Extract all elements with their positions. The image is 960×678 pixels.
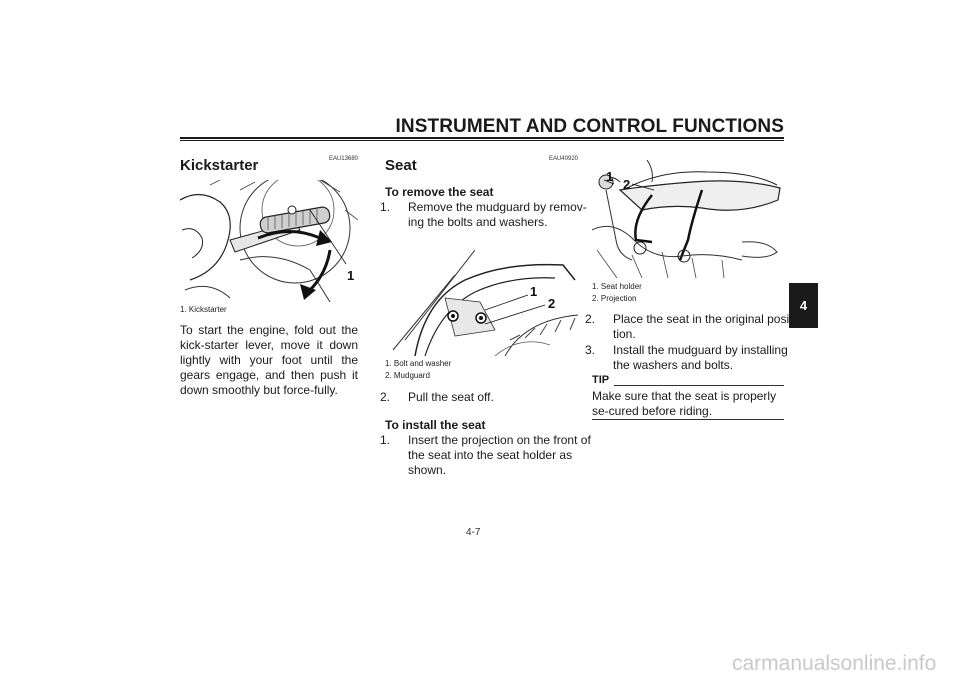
tip-rule-bottom <box>592 419 784 420</box>
step-text: Insert the projection on the front of the seat into the seat holder as shown. <box>408 433 591 477</box>
section-title-kickstarter: Kickstarter <box>180 157 259 174</box>
section-code: EAU13680 <box>328 156 358 162</box>
remove-step-1 <box>380 200 592 230</box>
figure-callout-2: 2 <box>548 296 556 311</box>
tip-text: Make sure that the seat is properly se-cured before riding. <box>592 389 777 418</box>
install-step-1 <box>380 433 592 478</box>
kickstarter-body: To start the engine, fold out the kick-starter lever, move it down lightly with your foot until the gears engage, and then push it down smoothly but force-fully. <box>180 323 358 397</box>
figure-caption-1: 1. Bolt and washer <box>385 359 452 368</box>
step-number: 1. <box>380 433 391 447</box>
install-step-3 <box>585 343 799 373</box>
chapter-tab[interactable]: 4 <box>789 283 818 328</box>
step-number: 2. <box>380 390 391 404</box>
figure-callout-1: 1 <box>530 284 538 299</box>
page-number: 4-7 <box>466 527 481 538</box>
figure-callout-1: 1 <box>606 169 614 184</box>
tip-rule-top <box>614 385 784 386</box>
page-header-title: INSTRUMENT AND CONTROL FUNCTIONS <box>395 116 784 137</box>
step-text: Pull the seat off. <box>408 390 494 404</box>
kickstarter-illustration <box>180 180 358 302</box>
install-step-2 <box>585 312 799 342</box>
section-code: EAU40920 <box>548 156 578 162</box>
step-text: Remove the mudguard by remov-ing the bolts and washers. <box>408 200 587 229</box>
tip-label: TIP <box>592 374 610 386</box>
step-text: Place the seat in the original posi-tion. <box>613 312 794 341</box>
section-title-seat: Seat <box>385 157 417 174</box>
header-rule <box>180 137 784 139</box>
seat-holder-illustration <box>592 160 784 278</box>
step-number: 3. <box>585 343 596 357</box>
seat-removal-figure <box>385 240 578 356</box>
figure-caption: 1. Kickstarter <box>180 305 227 314</box>
remove-step-2 <box>380 390 592 405</box>
figure-caption-2: 2. Projection <box>592 294 637 303</box>
figure-callout-2: 2 <box>623 177 631 192</box>
header-rule-thin <box>180 140 784 141</box>
remove-seat-heading: To remove the seat <box>385 185 494 199</box>
figure-caption-2: 2. Mudguard <box>385 371 430 380</box>
step-number: 2. <box>585 312 596 326</box>
watermark: carmanualsonline.info <box>732 652 937 675</box>
seat-holder-figure <box>592 160 784 278</box>
step-number: 1. <box>380 200 391 214</box>
figure-callout-1: 1 <box>347 268 355 283</box>
kickstarter-figure <box>180 180 358 302</box>
install-seat-heading: To install the seat <box>385 418 486 432</box>
step-text: Install the mudguard by installing the washers and bolts. <box>613 343 788 372</box>
figure-caption-1: 1. Seat holder <box>592 282 642 291</box>
